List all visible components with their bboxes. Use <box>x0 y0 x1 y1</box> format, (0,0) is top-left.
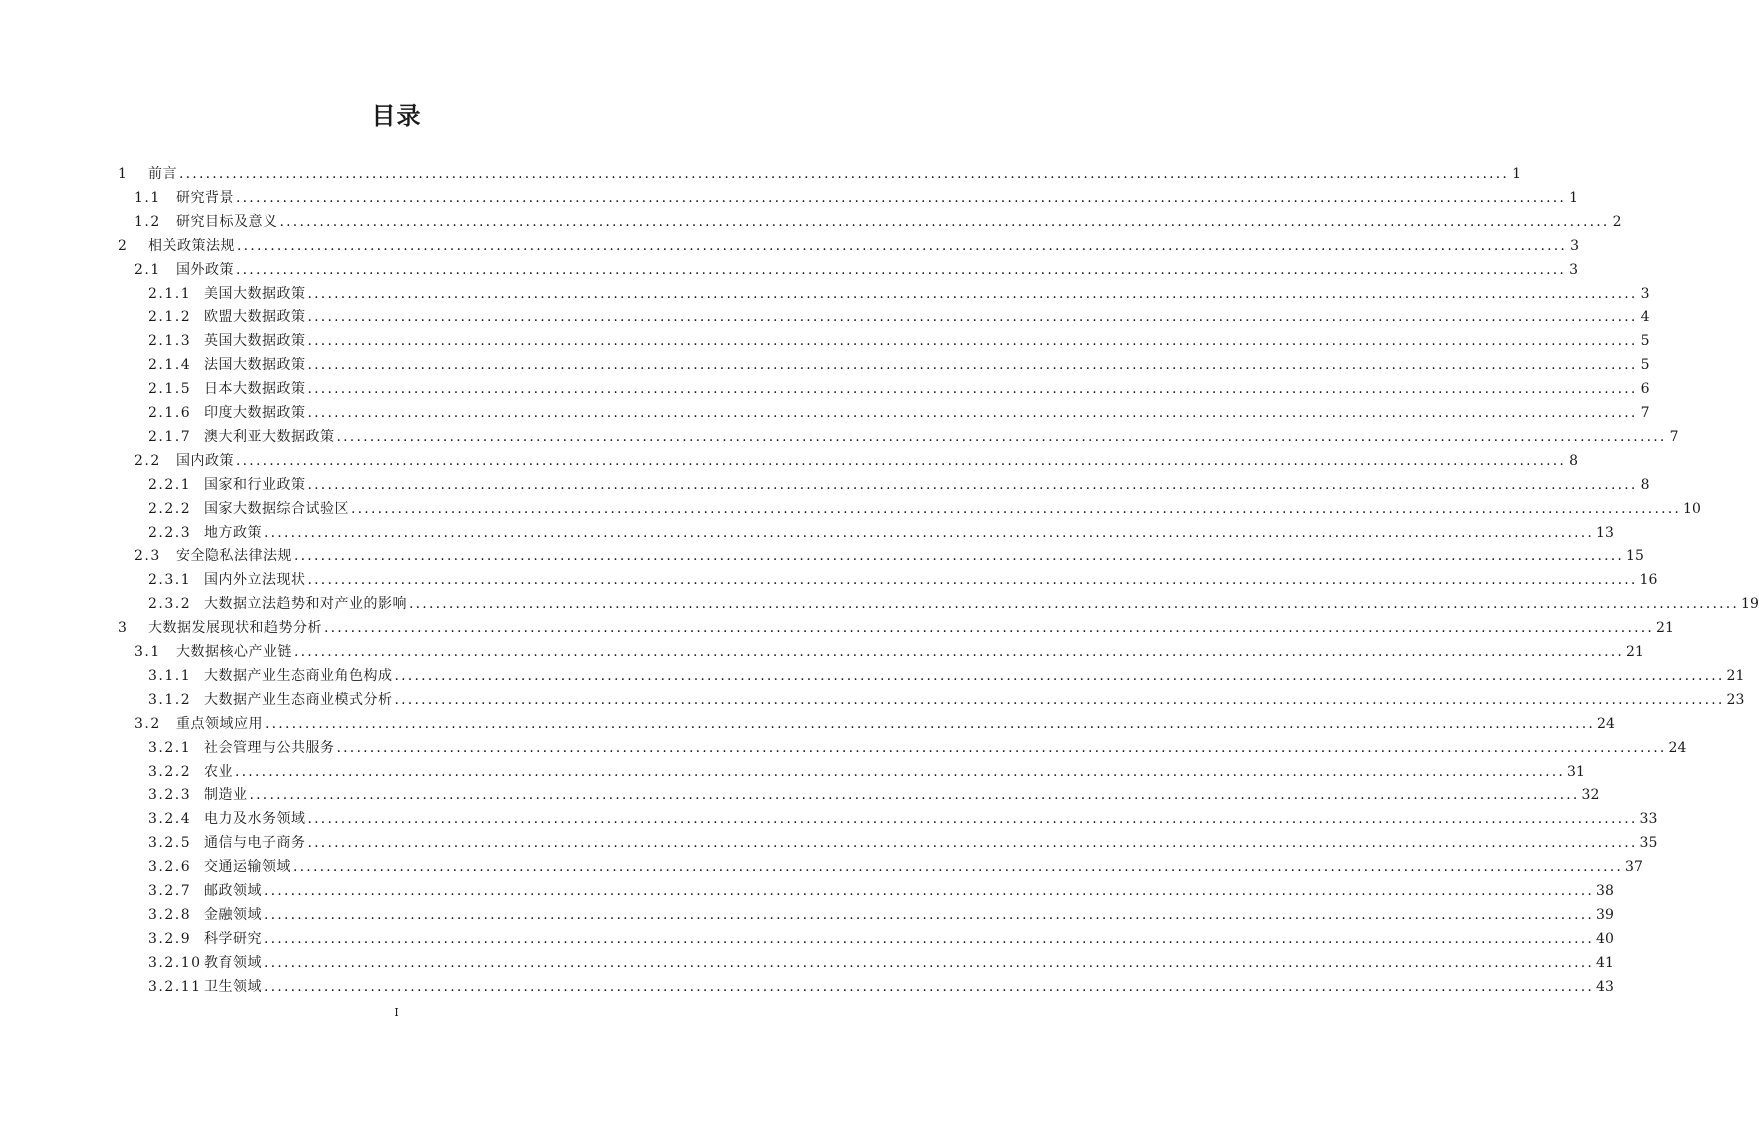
toc-entry[interactable] <box>148 422 1679 446</box>
toc-entry-page: 5 <box>1640 333 1650 350</box>
toc-entry-page: 33 <box>1639 811 1658 828</box>
toc-entry-number: 2.1.6 <box>148 405 192 421</box>
toc-entry-number: 2.1.1 <box>148 285 192 302</box>
toc-entry[interactable] <box>148 494 1701 518</box>
dot-leader: ........................................................................................................................................................................................................ <box>237 237 1568 254</box>
dot-leader: ........................................................................................................................................................................................................ <box>179 166 1510 182</box>
toc-entry-label: 研究背景 <box>176 189 234 206</box>
toc-entry[interactable] <box>134 637 1644 661</box>
toc-entry-page: 7 <box>1640 405 1650 421</box>
toc-entry-page: 32 <box>1581 787 1600 804</box>
toc-entry[interactable] <box>148 326 1650 350</box>
toc-entry-label: 大数据立法趋势和对产业的影响 <box>204 596 407 613</box>
toc-entry-page: 2 <box>1612 213 1622 230</box>
toc-entry-number: 2.1.7 <box>148 428 192 445</box>
toc-entry-number: 3.2.2 <box>148 763 192 780</box>
toc-entry-number: 3.2.11 <box>148 978 202 995</box>
toc-entry-number: 2.3 <box>134 548 161 565</box>
toc-entry-page: 35 <box>1639 835 1658 852</box>
dot-leader: ........................................................................................................................................................................................................ <box>307 835 1638 852</box>
toc-entry[interactable] <box>148 589 1759 613</box>
toc-entry-label: 制造业 <box>204 787 248 804</box>
page-number-footer: I <box>394 1006 399 1019</box>
dot-leader: ........................................................................................................................................................................................................ <box>264 524 1595 541</box>
toc-entry-number: 2.1.5 <box>148 381 192 398</box>
toc-entry[interactable] <box>148 685 1745 709</box>
toc-entry-number: 3.2.1 <box>148 739 192 756</box>
toc-entry[interactable] <box>134 446 1579 470</box>
dot-leader: ........................................................................................................................................................................................................ <box>236 261 1567 278</box>
toc-entry[interactable] <box>148 757 1585 781</box>
dot-leader: ........................................................................................................................................................................................................ <box>264 906 1595 923</box>
toc-entry-label: 日本大数据政策 <box>204 381 306 398</box>
toc-entry-number: 2.2.2 <box>148 500 192 517</box>
toc-entry-number: 3.2.10 <box>148 954 202 971</box>
toc-entry[interactable] <box>118 231 1580 255</box>
toc-entry-page: 39 <box>1596 906 1614 923</box>
toc-entry-page: 10 <box>1683 500 1701 517</box>
toc-entry[interactable] <box>148 900 1614 924</box>
toc-entry-number: 3.2.7 <box>148 883 192 899</box>
dot-leader: ........................................................................................................................................................................................................ <box>307 285 1638 302</box>
toc-entry[interactable] <box>134 207 1622 231</box>
toc-entry[interactable] <box>118 613 1674 637</box>
toc-entry-number: 2.2.3 <box>148 524 192 541</box>
toc-entry-page: 21 <box>1656 620 1674 637</box>
dot-leader: ........................................................................................................................................................................................................ <box>294 548 1625 565</box>
dot-leader: ........................................................................................................................................................................................................ <box>294 644 1625 660</box>
toc-entry[interactable] <box>134 255 1579 279</box>
toc-entry[interactable] <box>148 350 1650 374</box>
toc-entry-number: 3.2 <box>134 715 161 732</box>
toc-entry-page: 16 <box>1639 572 1658 589</box>
toc-entry-label: 美国大数据政策 <box>204 285 306 302</box>
toc-entry-number: 2 <box>118 237 129 254</box>
toc-entry-page: 15 <box>1626 548 1644 565</box>
dot-leader: ........................................................................................................................................................................................................ <box>336 428 1667 445</box>
toc-entry-number: 3.1 <box>134 644 161 660</box>
toc-entry-number: 1 <box>118 166 129 182</box>
toc-entry-label: 通信与电子商务 <box>204 835 306 852</box>
toc-entry-label: 欧盟大数据政策 <box>204 309 306 326</box>
toc-entry-label: 法国大数据政策 <box>204 357 306 374</box>
dot-leader: ........................................................................................................................................................................................................ <box>264 978 1595 995</box>
toc-entry-page: 7 <box>1669 428 1679 445</box>
toc-entry-number: 2.2.1 <box>148 476 192 493</box>
toc-entry-number: 2.2 <box>134 452 161 469</box>
dot-leader: ........................................................................................................................................................................................................ <box>264 883 1595 899</box>
dot-leader: ........................................................................................................................................................................................................ <box>409 596 1740 613</box>
toc-entry-label: 研究目标及意义 <box>176 213 278 230</box>
toc-entry[interactable] <box>148 518 1614 542</box>
toc-entry-page: 8 <box>1640 476 1650 493</box>
toc-entry-page: 3 <box>1570 237 1580 254</box>
toc-entry[interactable] <box>148 302 1650 326</box>
toc-entry-number: 3 <box>118 620 129 637</box>
dot-leader: ........................................................................................................................................................................................................ <box>307 357 1638 374</box>
dot-leader: ........................................................................................................................................................................................................ <box>307 476 1638 493</box>
toc-entry-number: 2.1.3 <box>148 333 192 350</box>
dot-leader: ........................................................................................................................................................................................................ <box>265 715 1596 732</box>
toc-entry-label: 安全隐私法律法规 <box>176 548 292 565</box>
toc-entry-number: 2.1.4 <box>148 357 192 374</box>
toc-entry-label: 澳大利亚大数据政策 <box>204 428 335 445</box>
toc-entry-number: 2.3.1 <box>148 572 192 589</box>
toc-entry-page: 3 <box>1569 261 1579 278</box>
toc-entry-page: 4 <box>1640 309 1650 326</box>
toc-entry-page: 40 <box>1596 930 1614 947</box>
toc-entry-page: 24 <box>1668 739 1687 756</box>
toc-entry-number: 3.1.2 <box>148 691 192 708</box>
toc-entry[interactable] <box>148 828 1658 852</box>
toc-entry[interactable] <box>148 780 1600 804</box>
toc-entry-label: 卫生领域 <box>204 978 262 995</box>
toc-entry-number: 3.2.5 <box>148 835 192 852</box>
toc-entry-number: 3.2.8 <box>148 906 192 923</box>
toc-entry-number: 3.2.4 <box>148 811 192 828</box>
toc-entry-page: 43 <box>1596 978 1614 995</box>
toc-entry-label: 国内外立法现状 <box>204 572 306 589</box>
toc-entry[interactable] <box>148 876 1614 900</box>
toc-entry-label: 大数据发展现状和趋势分析 <box>148 620 322 637</box>
toc-entry-number: 3.2.3 <box>148 787 192 804</box>
toc-entry-label: 大数据产业生态商业模式分析 <box>204 691 393 708</box>
toc-entry-number: 1.2 <box>134 213 161 230</box>
toc-entry-label: 邮政领域 <box>204 883 262 899</box>
dot-leader: ........................................................................................................................................................................................................ <box>307 572 1638 589</box>
dot-leader: ........................................................................................................................................................................................................ <box>336 739 1667 756</box>
toc-entry-label: 电力及水务领域 <box>204 811 306 828</box>
dot-leader: ........................................................................................................................................................................................................ <box>307 333 1638 350</box>
toc-entry-number: 2.1 <box>134 261 161 278</box>
toc-entry[interactable] <box>134 541 1644 565</box>
dot-leader: ........................................................................................................................................................................................................ <box>394 691 1725 708</box>
toc-entry[interactable] <box>148 565 1658 589</box>
dot-leader: ........................................................................................................................................................................................................ <box>236 189 1567 206</box>
document-title: 目录 <box>371 102 422 130</box>
toc-entry[interactable] <box>148 948 1614 972</box>
toc-entry-number: 2.3.2 <box>148 596 192 613</box>
toc-entry-page: 31 <box>1567 763 1585 780</box>
dot-leader: ........................................................................................................................................................................................................ <box>235 763 1566 780</box>
dot-leader: ........................................................................................................................................................................................................ <box>307 811 1638 828</box>
toc-entry-page: 1 <box>1569 189 1579 206</box>
toc-entry[interactable] <box>148 279 1650 303</box>
toc-entry-label: 相关政策法规 <box>148 237 235 254</box>
toc-entry[interactable] <box>148 470 1650 494</box>
dot-leader: ........................................................................................................................................................................................................ <box>279 213 1610 230</box>
dot-leader: ........................................................................................................................................................................................................ <box>264 954 1595 971</box>
toc-entry-label: 社会管理与公共服务 <box>204 739 335 756</box>
toc-entry-page: 1 <box>1512 166 1522 182</box>
toc-entry-label: 印度大数据政策 <box>204 405 306 421</box>
toc-entry[interactable] <box>148 852 1643 876</box>
toc-entry[interactable] <box>148 804 1658 828</box>
toc-entry-page: 13 <box>1596 524 1614 541</box>
toc-entry-page: 3 <box>1640 285 1650 302</box>
toc-entry-page: 23 <box>1726 691 1745 708</box>
toc-entry-number: 2.1.2 <box>148 309 192 326</box>
toc-entry-label: 国外政策 <box>176 261 234 278</box>
dot-leader: ........................................................................................................................................................................................................ <box>394 667 1725 684</box>
dot-leader: ........................................................................................................................................................................................................ <box>264 930 1595 947</box>
dot-leader: ........................................................................................................................................................................................................ <box>307 309 1638 326</box>
toc-entry-label: 大数据核心产业链 <box>176 644 292 660</box>
dot-leader: ........................................................................................................................................................................................................ <box>351 500 1682 517</box>
toc-entry-page: 38 <box>1596 883 1614 899</box>
toc-entry[interactable] <box>134 183 1579 207</box>
dot-leader: ........................................................................................................................................................................................................ <box>307 405 1638 421</box>
toc-entry-page: 8 <box>1569 452 1579 469</box>
toc-entry-label: 金融领域 <box>204 906 262 923</box>
toc-entry-page: 21 <box>1726 667 1745 684</box>
toc-entry-page: 6 <box>1640 381 1650 398</box>
toc-entry-label: 国内政策 <box>176 452 234 469</box>
dot-leader: ........................................................................................................................................................................................................ <box>293 859 1624 876</box>
dot-leader: ........................................................................................................................................................................................................ <box>307 381 1638 398</box>
toc-entry-label: 教育领域 <box>204 954 262 971</box>
toc-entry[interactable] <box>148 733 1687 757</box>
toc-entry-page: 21 <box>1626 644 1644 660</box>
toc-entry-page: 19 <box>1741 596 1759 613</box>
toc-entry[interactable] <box>148 972 1614 996</box>
toc-entry-label: 英国大数据政策 <box>204 333 306 350</box>
toc-entry-label: 重点领域应用 <box>176 715 263 732</box>
toc-entry[interactable] <box>134 709 1615 733</box>
toc-entry-number: 3.2.9 <box>148 930 192 947</box>
toc-entry-label: 交通运输领域 <box>204 859 291 876</box>
dot-leader: ........................................................................................................................................................................................................ <box>249 787 1580 804</box>
dot-leader: ........................................................................................................................................................................................................ <box>236 452 1567 469</box>
toc-entry-label: 地方政策 <box>204 524 262 541</box>
toc-entry-label: 国家大数据综合试验区 <box>204 500 349 517</box>
dot-leader: ........................................................................................................................................................................................................ <box>324 620 1655 637</box>
toc-entry-label: 农业 <box>204 763 233 780</box>
toc-entry-label: 国家和行业政策 <box>204 476 306 493</box>
toc-entry[interactable] <box>118 159 1522 183</box>
toc-entry-number: 3.1.1 <box>148 667 192 684</box>
toc-entry-page: 5 <box>1640 357 1650 374</box>
toc-entry-number: 3.2.6 <box>148 859 192 876</box>
toc-entry[interactable] <box>148 374 1650 398</box>
toc-entry-page: 37 <box>1625 859 1643 876</box>
toc-entry[interactable] <box>148 661 1745 685</box>
toc-entry-page: 24 <box>1597 715 1615 732</box>
toc-entry-label: 科学研究 <box>204 930 262 947</box>
toc-entry-number: 1.1 <box>134 189 161 206</box>
toc-entry[interactable] <box>148 398 1650 422</box>
toc-entry[interactable] <box>148 924 1614 948</box>
toc-entry-label: 前言 <box>148 166 177 182</box>
toc-entry-label: 大数据产业生态商业角色构成 <box>204 667 393 684</box>
toc-entry-page: 41 <box>1596 954 1614 971</box>
